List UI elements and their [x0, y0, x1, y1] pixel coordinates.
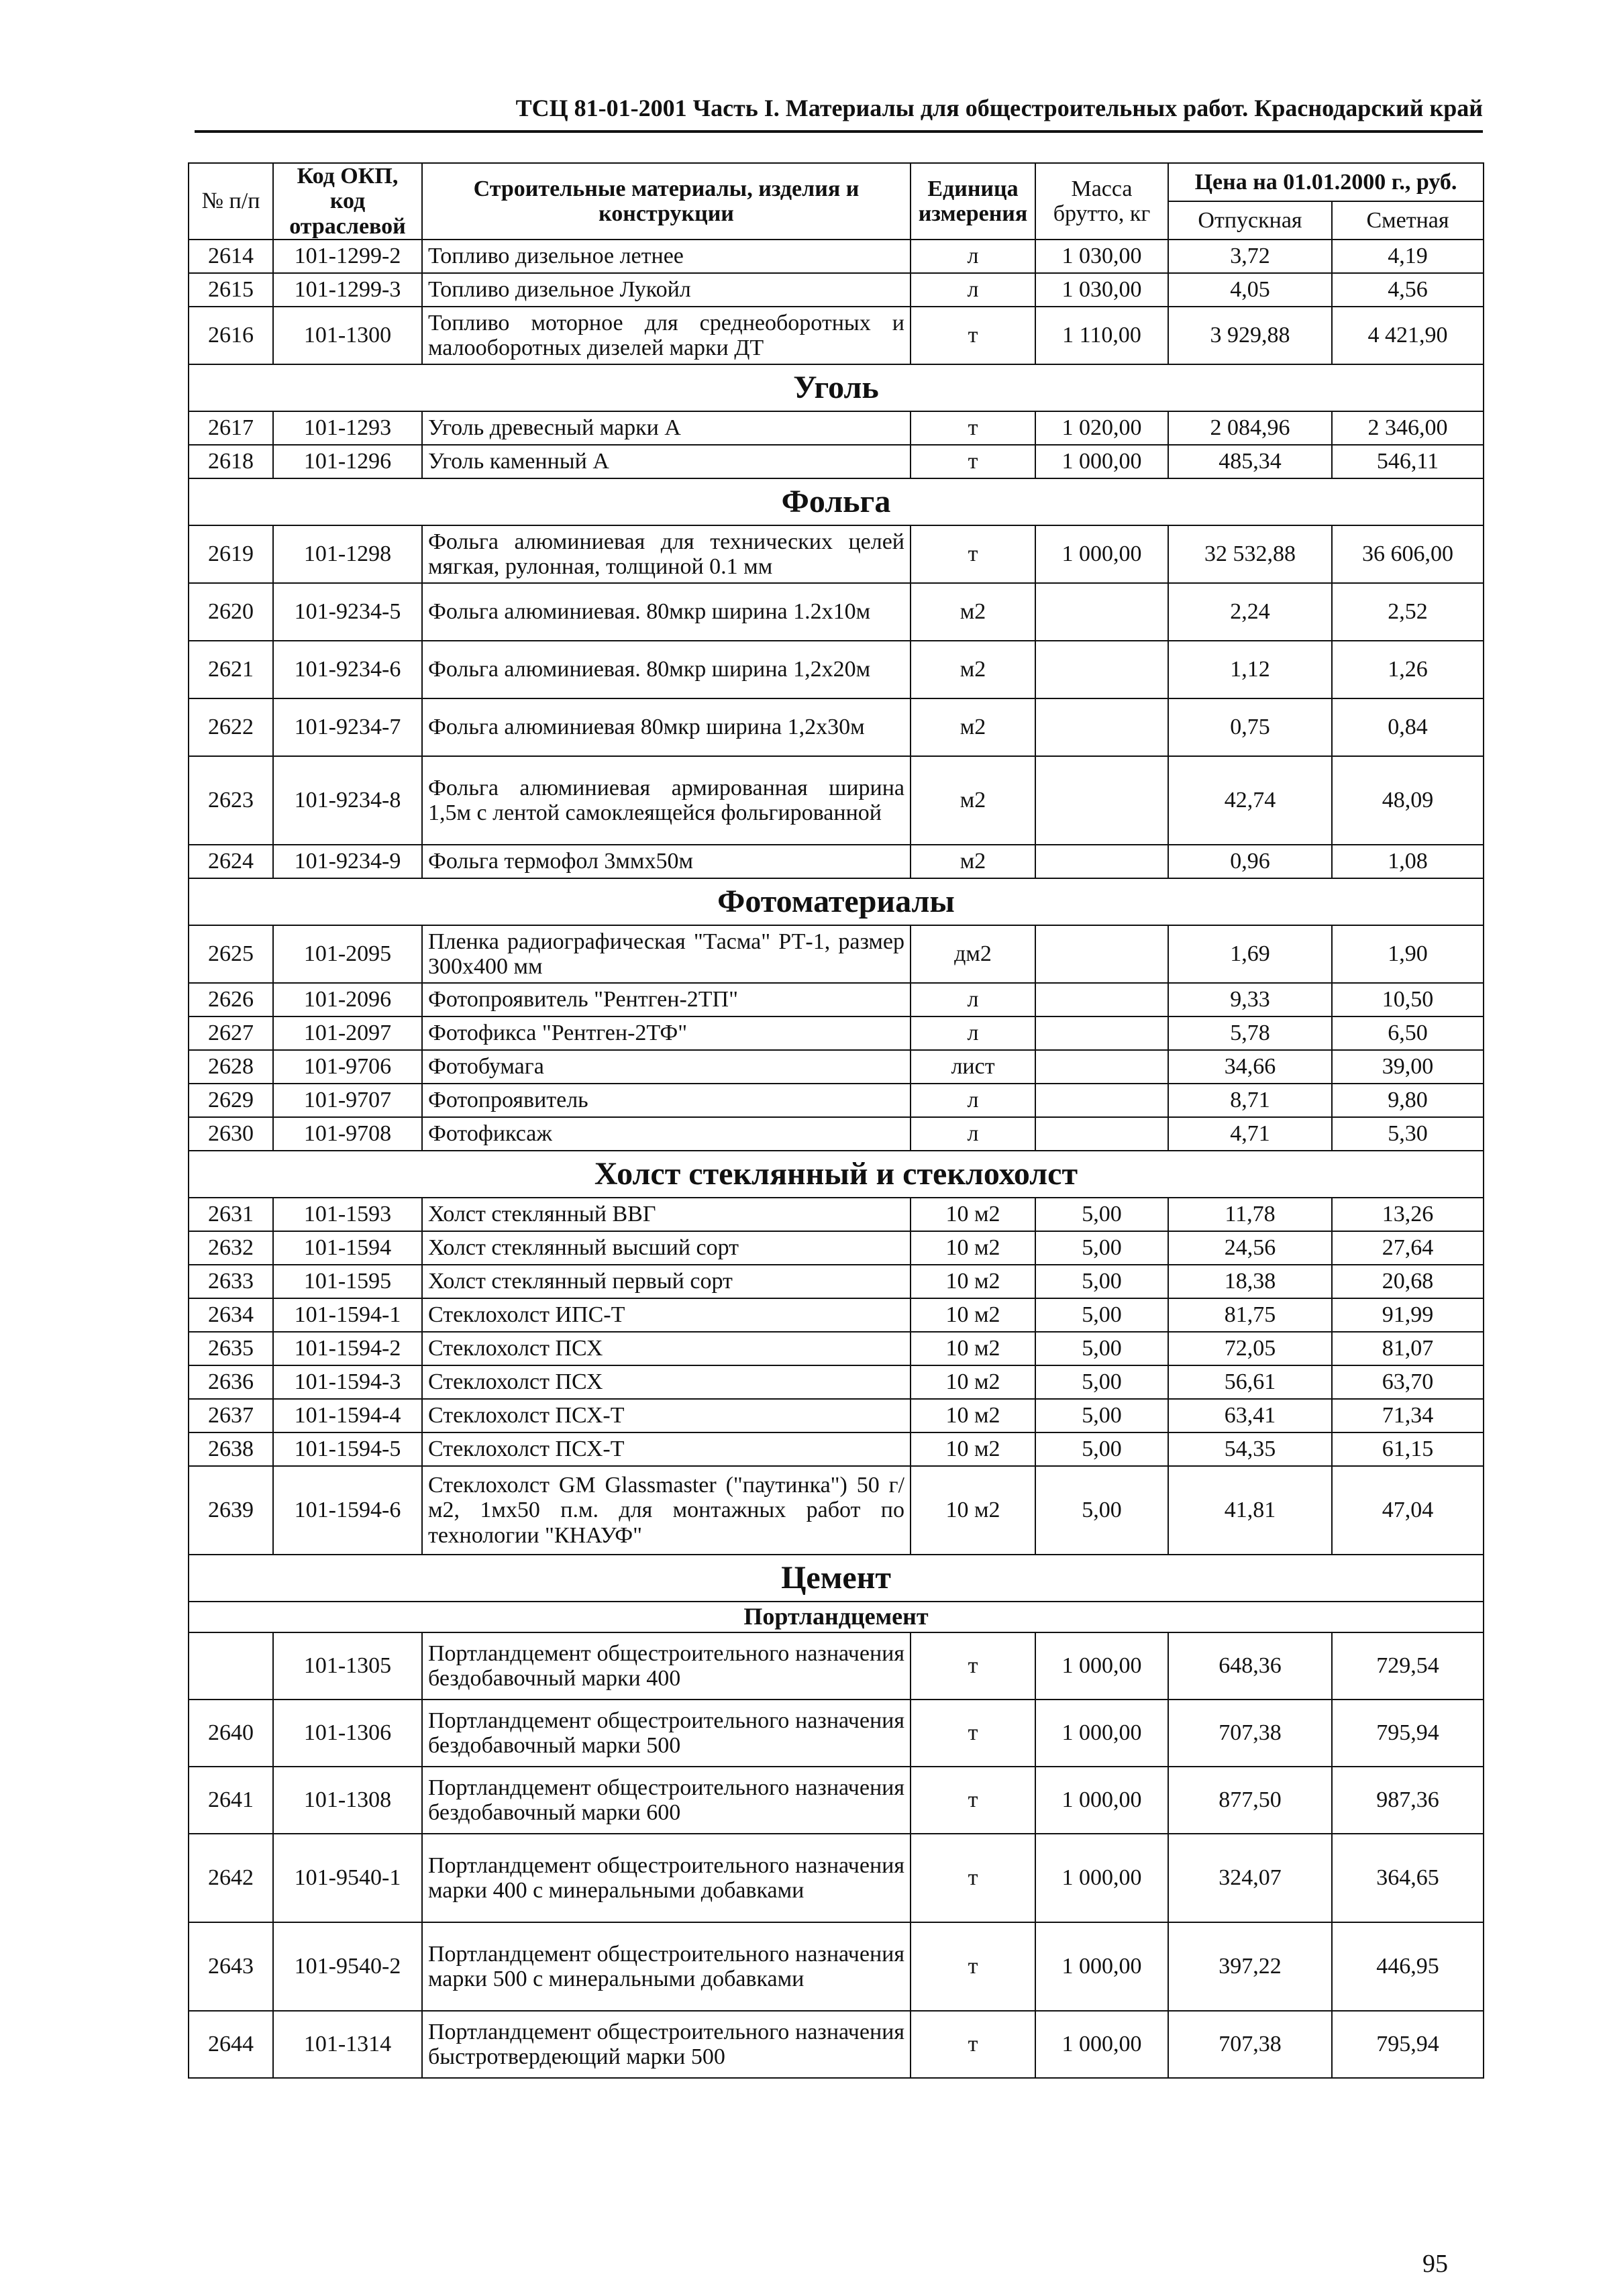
- cell-price-release: 41,81: [1168, 1466, 1332, 1555]
- cell-code: 101-1300: [273, 307, 422, 364]
- table-row: [189, 1298, 1484, 1332]
- cell-num: 2617: [189, 411, 273, 445]
- cell-unit: л: [911, 273, 1035, 307]
- cell-price-release: 324,07: [1168, 1834, 1332, 1922]
- cell-mass: 1 030,00: [1035, 240, 1168, 273]
- table-row: [189, 1767, 1484, 1834]
- cell-unit: т: [911, 1834, 1035, 1922]
- table-row: [189, 1700, 1484, 1767]
- cell-unit: м2: [911, 583, 1035, 641]
- section-heading-row: [189, 364, 1484, 411]
- table-body: [189, 240, 1484, 2078]
- cell-code: 101-1296: [273, 445, 422, 478]
- cell-num: 2622: [189, 698, 273, 756]
- cell-num: 2623: [189, 756, 273, 845]
- table-row: [189, 583, 1484, 641]
- cell-mass: 5,00: [1035, 1365, 1168, 1399]
- col-header-price-release: Отпускная: [1168, 201, 1332, 240]
- cell-unit: л: [911, 240, 1035, 273]
- cell-price-release: 32 532,88: [1168, 525, 1332, 583]
- cell-code: 101-9234-5: [273, 583, 422, 641]
- cell-unit: т: [911, 2011, 1035, 2078]
- cell-price-estimate: 1,26: [1332, 641, 1484, 698]
- cell-price-estimate: 2,52: [1332, 583, 1484, 641]
- cell-code: 101-2097: [273, 1016, 422, 1050]
- cell-unit: 10 м2: [911, 1198, 1035, 1231]
- cell-num: 2620: [189, 583, 273, 641]
- cell-unit: 10 м2: [911, 1332, 1035, 1365]
- col-header-num: № п/п: [189, 163, 273, 240]
- cell-mass: 1 000,00: [1035, 2011, 1168, 2078]
- cell-name: Уголь древесный марки А: [422, 411, 911, 445]
- materials-price-table: [188, 162, 1484, 2079]
- cell-price-release: 3,72: [1168, 240, 1332, 273]
- table-row: [189, 411, 1484, 445]
- table-row: [189, 1198, 1484, 1231]
- cell-num: 2641: [189, 1767, 273, 1834]
- cell-num: 2642: [189, 1834, 273, 1922]
- cell-name: Фотопроявитель "Рентген-2ТП": [422, 983, 911, 1016]
- cell-price-release: 24,56: [1168, 1231, 1332, 1265]
- section-title: Цемент: [189, 1555, 1484, 1602]
- cell-code: 101-9234-8: [273, 756, 422, 845]
- section-heading-row: [189, 878, 1484, 925]
- cell-num: 2629: [189, 1084, 273, 1117]
- cell-num: 2621: [189, 641, 273, 698]
- cell-num: 2635: [189, 1332, 273, 1365]
- cell-mass: 5,00: [1035, 1265, 1168, 1298]
- cell-name: Фотобумага: [422, 1050, 911, 1084]
- cell-name: Портландцемент общестроительного назначения марки 500 с минеральными добавками: [422, 1922, 911, 2011]
- cell-price-release: 2,24: [1168, 583, 1332, 641]
- section-heading-row: [189, 478, 1484, 525]
- cell-mass: 1 000,00: [1035, 1922, 1168, 2011]
- cell-price-release: 81,75: [1168, 1298, 1332, 1332]
- cell-unit: м2: [911, 845, 1035, 878]
- table-row: [189, 1016, 1484, 1050]
- table-row: [189, 1265, 1484, 1298]
- cell-mass: [1035, 756, 1168, 845]
- cell-name: Пленка радиографическая "Тасма" РТ-1, размер 300х400 мм: [422, 925, 911, 983]
- cell-mass: [1035, 925, 1168, 983]
- cell-price-release: 707,38: [1168, 2011, 1332, 2078]
- cell-code: 101-1594-4: [273, 1399, 422, 1432]
- cell-mass: 5,00: [1035, 1298, 1168, 1332]
- table-row: [189, 1050, 1484, 1084]
- cell-code: 101-1299-2: [273, 240, 422, 273]
- table-row: [189, 925, 1484, 983]
- cell-price-estimate: 6,50: [1332, 1016, 1484, 1050]
- cell-price-estimate: 63,70: [1332, 1365, 1484, 1399]
- cell-mass: 1 110,00: [1035, 307, 1168, 364]
- cell-price-release: 0,75: [1168, 698, 1332, 756]
- cell-code: 101-1594-2: [273, 1332, 422, 1365]
- cell-code: 101-1314: [273, 2011, 422, 2078]
- cell-name: Фольга алюминиевая. 80мкр ширина 1.2х10м: [422, 583, 911, 641]
- running-header: ТСЦ 81-01-2001 Часть I. Материалы для общестроительных работ. Краснодарский край: [515, 95, 1483, 121]
- cell-code: 101-9706: [273, 1050, 422, 1084]
- cell-num: 2632: [189, 1231, 273, 1265]
- cell-code: 101-9540-1: [273, 1834, 422, 1922]
- cell-mass: 5,00: [1035, 1198, 1168, 1231]
- cell-name: Фольга термофол 3ммх50м: [422, 845, 911, 878]
- table-row: [189, 273, 1484, 307]
- cell-price-release: 9,33: [1168, 983, 1332, 1016]
- cell-price-estimate: 27,64: [1332, 1231, 1484, 1265]
- cell-code: 101-2096: [273, 983, 422, 1016]
- cell-unit: т: [911, 1922, 1035, 2011]
- cell-code: 101-9707: [273, 1084, 422, 1117]
- cell-price-release: 707,38: [1168, 1700, 1332, 1767]
- cell-num: 2627: [189, 1016, 273, 1050]
- cell-name: Портландцемент общестроительного назначения бездобавочный марки 400: [422, 1632, 911, 1700]
- cell-price-estimate: 4,19: [1332, 240, 1484, 273]
- table-row: [189, 1365, 1484, 1399]
- cell-unit: лист: [911, 1050, 1035, 1084]
- table-header: [189, 163, 1484, 240]
- cell-num: 2624: [189, 845, 273, 878]
- cell-mass: [1035, 583, 1168, 641]
- cell-unit: т: [911, 411, 1035, 445]
- cell-code: 101-1595: [273, 1265, 422, 1298]
- cell-code: 101-1305: [273, 1632, 422, 1700]
- cell-unit: м2: [911, 698, 1035, 756]
- cell-mass: [1035, 698, 1168, 756]
- cell-name: Стеклохолст ИПС-Т: [422, 1298, 911, 1332]
- cell-mass: 5,00: [1035, 1432, 1168, 1466]
- col-header-unit: Единица измерения: [911, 163, 1035, 240]
- cell-mass: 5,00: [1035, 1399, 1168, 1432]
- cell-num: 2628: [189, 1050, 273, 1084]
- cell-num: 2634: [189, 1298, 273, 1332]
- cell-price-estimate: 61,15: [1332, 1432, 1484, 1466]
- cell-price-estimate: 446,95: [1332, 1922, 1484, 2011]
- cell-price-release: 56,61: [1168, 1365, 1332, 1399]
- cell-num: 2644: [189, 2011, 273, 2078]
- cell-price-release: 18,38: [1168, 1265, 1332, 1298]
- cell-num: 2616: [189, 307, 273, 364]
- cell-name: Холст стеклянный высший сорт: [422, 1231, 911, 1265]
- cell-name: Фотофиксаж: [422, 1117, 911, 1151]
- cell-price-estimate: 0,84: [1332, 698, 1484, 756]
- cell-unit: 10 м2: [911, 1265, 1035, 1298]
- cell-mass: [1035, 983, 1168, 1016]
- col-header-code: Код ОКП, код отраслевой: [273, 163, 422, 240]
- cell-mass: 1 000,00: [1035, 1632, 1168, 1700]
- cell-num: [189, 1632, 273, 1700]
- cell-mass: 5,00: [1035, 1332, 1168, 1365]
- section-heading-row: [189, 1555, 1484, 1602]
- cell-mass: 1 000,00: [1035, 1767, 1168, 1834]
- cell-name: Портландцемент общестроительного назначения бездобавочный марки 600: [422, 1767, 911, 1834]
- cell-name: Фольга алюминиевая 80мкр ширина 1,2х30м: [422, 698, 911, 756]
- cell-num: 2614: [189, 240, 273, 273]
- table-row: [189, 1231, 1484, 1265]
- table-row: [189, 845, 1484, 878]
- cell-mass: [1035, 845, 1168, 878]
- cell-price-release: 72,05: [1168, 1332, 1332, 1365]
- cell-price-estimate: 2 346,00: [1332, 411, 1484, 445]
- cell-unit: л: [911, 1117, 1035, 1151]
- cell-code: 101-1306: [273, 1700, 422, 1767]
- cell-num: 2619: [189, 525, 273, 583]
- cell-price-release: 1,69: [1168, 925, 1332, 983]
- cell-code: 101-1299-3: [273, 273, 422, 307]
- cell-unit: 10 м2: [911, 1298, 1035, 1332]
- page-number: 95: [1422, 2250, 1448, 2278]
- cell-price-estimate: 91,99: [1332, 1298, 1484, 1332]
- section-title: Уголь: [189, 364, 1484, 411]
- cell-num: 2626: [189, 983, 273, 1016]
- table-row: [189, 1632, 1484, 1700]
- section-heading-row: [189, 1151, 1484, 1198]
- cell-num: 2630: [189, 1117, 273, 1151]
- cell-price-estimate: 10,50: [1332, 983, 1484, 1016]
- cell-unit: л: [911, 1084, 1035, 1117]
- table-row: [189, 1432, 1484, 1466]
- cell-unit: т: [911, 445, 1035, 478]
- cell-unit: т: [911, 1700, 1035, 1767]
- cell-price-release: 4,71: [1168, 1117, 1332, 1151]
- table-row: [189, 525, 1484, 583]
- cell-code: 101-1593: [273, 1198, 422, 1231]
- section-title: Фольга: [189, 478, 1484, 525]
- cell-price-release: 34,66: [1168, 1050, 1332, 1084]
- cell-unit: т: [911, 307, 1035, 364]
- cell-num: 2618: [189, 445, 273, 478]
- cell-price-release: 4,05: [1168, 273, 1332, 307]
- cell-code: 101-2095: [273, 925, 422, 983]
- cell-mass: 1 000,00: [1035, 445, 1168, 478]
- table-row: [189, 983, 1484, 1016]
- cell-num: 2637: [189, 1399, 273, 1432]
- cell-mass: 1 000,00: [1035, 1700, 1168, 1767]
- cell-price-estimate: 546,11: [1332, 445, 1484, 478]
- cell-code: 101-1298: [273, 525, 422, 583]
- cell-unit: дм2: [911, 925, 1035, 983]
- cell-mass: 5,00: [1035, 1231, 1168, 1265]
- cell-price-estimate: 71,34: [1332, 1399, 1484, 1432]
- col-header-name: Строительные материалы, изделия и конструкции: [422, 163, 911, 240]
- cell-num: 2639: [189, 1466, 273, 1555]
- cell-mass: 1 030,00: [1035, 273, 1168, 307]
- cell-name: Топливо моторное для среднеоборотных и малооборотных дизелей марки ДТ: [422, 307, 911, 364]
- cell-name: Стеклохолст ПСХ-Т: [422, 1432, 911, 1466]
- cell-price-estimate: 1,08: [1332, 845, 1484, 878]
- cell-name: Уголь каменный А: [422, 445, 911, 478]
- cell-name: Портландцемент общестроительного назначения бездобавочный марки 500: [422, 1700, 911, 1767]
- cell-mass: [1035, 1050, 1168, 1084]
- cell-name: Фотопроявитель: [422, 1084, 911, 1117]
- cell-price-estimate: 987,36: [1332, 1767, 1484, 1834]
- cell-price-release: 2 084,96: [1168, 411, 1332, 445]
- cell-unit: м2: [911, 756, 1035, 845]
- cell-mass: [1035, 641, 1168, 698]
- cell-unit: 10 м2: [911, 1399, 1035, 1432]
- cell-unit: т: [911, 525, 1035, 583]
- cell-mass: [1035, 1084, 1168, 1117]
- cell-code: 101-9708: [273, 1117, 422, 1151]
- cell-price-estimate: 4 421,90: [1332, 307, 1484, 364]
- cell-price-estimate: 48,09: [1332, 756, 1484, 845]
- table-row: [189, 1834, 1484, 1922]
- cell-price-estimate: 5,30: [1332, 1117, 1484, 1151]
- cell-name: Холст стеклянный ВВГ: [422, 1198, 911, 1231]
- cell-price-release: 397,22: [1168, 1922, 1332, 2011]
- table-row: [189, 1332, 1484, 1365]
- cell-name: Стеклохолст ПСХ-Т: [422, 1399, 911, 1432]
- cell-name: Портландцемент общестроительного назначения марки 400 с минеральными добавками: [422, 1834, 911, 1922]
- cell-price-release: 1,12: [1168, 641, 1332, 698]
- col-header-price-estimate: Сметная: [1332, 201, 1484, 240]
- table-row: [189, 445, 1484, 478]
- cell-num: 2638: [189, 1432, 273, 1466]
- cell-unit: 10 м2: [911, 1231, 1035, 1265]
- cell-mass: 1 020,00: [1035, 411, 1168, 445]
- table-row: [189, 1466, 1484, 1555]
- subsection-title: Портландцемент: [189, 1602, 1484, 1632]
- cell-price-release: 8,71: [1168, 1084, 1332, 1117]
- cell-name: Стеклохолст GM Glassmaster ("паутинка") 50 г/м2, 1мх50 п.м. для монтажных работ по технологии "КНАУФ": [422, 1466, 911, 1555]
- cell-price-estimate: 795,94: [1332, 1700, 1484, 1767]
- cell-num: 2643: [189, 1922, 273, 2011]
- cell-price-estimate: 364,65: [1332, 1834, 1484, 1922]
- cell-code: 101-1308: [273, 1767, 422, 1834]
- col-header-price-group: Цена на 01.01.2000 г., руб.: [1168, 163, 1484, 201]
- cell-unit: т: [911, 1632, 1035, 1700]
- cell-code: 101-9234-7: [273, 698, 422, 756]
- cell-num: 2633: [189, 1265, 273, 1298]
- cell-name: Стеклохолст ПСХ: [422, 1365, 911, 1399]
- cell-num: 2640: [189, 1700, 273, 1767]
- cell-name: Фольга алюминиевая армированная ширина 1,5м с лентой самоклеящейся фольгированной: [422, 756, 911, 845]
- cell-code: 101-9234-9: [273, 845, 422, 878]
- cell-name: Топливо дизельное Лукойл: [422, 273, 911, 307]
- cell-unit: 10 м2: [911, 1432, 1035, 1466]
- cell-code: 101-1594-6: [273, 1466, 422, 1555]
- cell-price-release: 648,36: [1168, 1632, 1332, 1700]
- table-row: [189, 240, 1484, 273]
- cell-name: Фольга алюминиевая. 80мкр ширина 1,2х20м: [422, 641, 911, 698]
- cell-price-estimate: 47,04: [1332, 1466, 1484, 1555]
- cell-price-estimate: 1,90: [1332, 925, 1484, 983]
- cell-name: Топливо дизельное летнее: [422, 240, 911, 273]
- cell-unit: 10 м2: [911, 1365, 1035, 1399]
- cell-name: Стеклохолст ПСХ: [422, 1332, 911, 1365]
- cell-mass: [1035, 1016, 1168, 1050]
- table-row: [189, 2011, 1484, 2078]
- cell-name: Фольга алюминиевая для технических целей мягкая, рулонная, толщиной 0.1 мм: [422, 525, 911, 583]
- cell-code: 101-9540-2: [273, 1922, 422, 2011]
- cell-price-release: 11,78: [1168, 1198, 1332, 1231]
- cell-price-estimate: 4,56: [1332, 273, 1484, 307]
- cell-mass: 1 000,00: [1035, 1834, 1168, 1922]
- cell-code: 101-1293: [273, 411, 422, 445]
- cell-mass: [1035, 1117, 1168, 1151]
- col-header-mass: Масса брутто, кг: [1035, 163, 1168, 240]
- subsection-heading-row: [189, 1602, 1484, 1632]
- cell-mass: 1 000,00: [1035, 525, 1168, 583]
- cell-unit: л: [911, 983, 1035, 1016]
- section-title: Фотоматериалы: [189, 878, 1484, 925]
- header-rule: [195, 130, 1483, 133]
- cell-price-estimate: 39,00: [1332, 1050, 1484, 1084]
- table-row: [189, 698, 1484, 756]
- cell-code: 101-1594-5: [273, 1432, 422, 1466]
- cell-price-release: 877,50: [1168, 1767, 1332, 1834]
- cell-price-estimate: 36 606,00: [1332, 525, 1484, 583]
- cell-price-estimate: 795,94: [1332, 2011, 1484, 2078]
- cell-unit: 10 м2: [911, 1466, 1035, 1555]
- table-row: [189, 641, 1484, 698]
- cell-num: 2631: [189, 1198, 273, 1231]
- cell-price-release: 63,41: [1168, 1399, 1332, 1432]
- cell-price-release: 42,74: [1168, 756, 1332, 845]
- table-row: [189, 756, 1484, 845]
- cell-unit: м2: [911, 641, 1035, 698]
- table-row: [189, 307, 1484, 364]
- cell-price-estimate: 9,80: [1332, 1084, 1484, 1117]
- cell-name: Портландцемент общестроительного назначения быстротвердеющий марки 500: [422, 2011, 911, 2078]
- cell-unit: т: [911, 1767, 1035, 1834]
- cell-code: 101-1594-3: [273, 1365, 422, 1399]
- cell-price-estimate: 13,26: [1332, 1198, 1484, 1231]
- cell-code: 101-1594-1: [273, 1298, 422, 1332]
- cell-price-estimate: 729,54: [1332, 1632, 1484, 1700]
- cell-price-release: 54,35: [1168, 1432, 1332, 1466]
- cell-num: 2625: [189, 925, 273, 983]
- cell-num: 2636: [189, 1365, 273, 1399]
- cell-price-release: 3 929,88: [1168, 307, 1332, 364]
- table-row: [189, 1922, 1484, 2011]
- cell-code: 101-9234-6: [273, 641, 422, 698]
- table-row: [189, 1399, 1484, 1432]
- cell-unit: л: [911, 1016, 1035, 1050]
- table-row: [189, 1117, 1484, 1151]
- cell-code: 101-1594: [273, 1231, 422, 1265]
- cell-price-estimate: 20,68: [1332, 1265, 1484, 1298]
- table-row: [189, 1084, 1484, 1117]
- cell-price-release: 5,78: [1168, 1016, 1332, 1050]
- section-title: Холст стеклянный и стеклохолст: [189, 1151, 1484, 1198]
- cell-price-release: 485,34: [1168, 445, 1332, 478]
- cell-name: Холст стеклянный первый сорт: [422, 1265, 911, 1298]
- cell-name: Фотофикса "Рентген-2ТФ": [422, 1016, 911, 1050]
- cell-num: 2615: [189, 273, 273, 307]
- cell-price-estimate: 81,07: [1332, 1332, 1484, 1365]
- cell-price-release: 0,96: [1168, 845, 1332, 878]
- cell-mass: 5,00: [1035, 1466, 1168, 1555]
